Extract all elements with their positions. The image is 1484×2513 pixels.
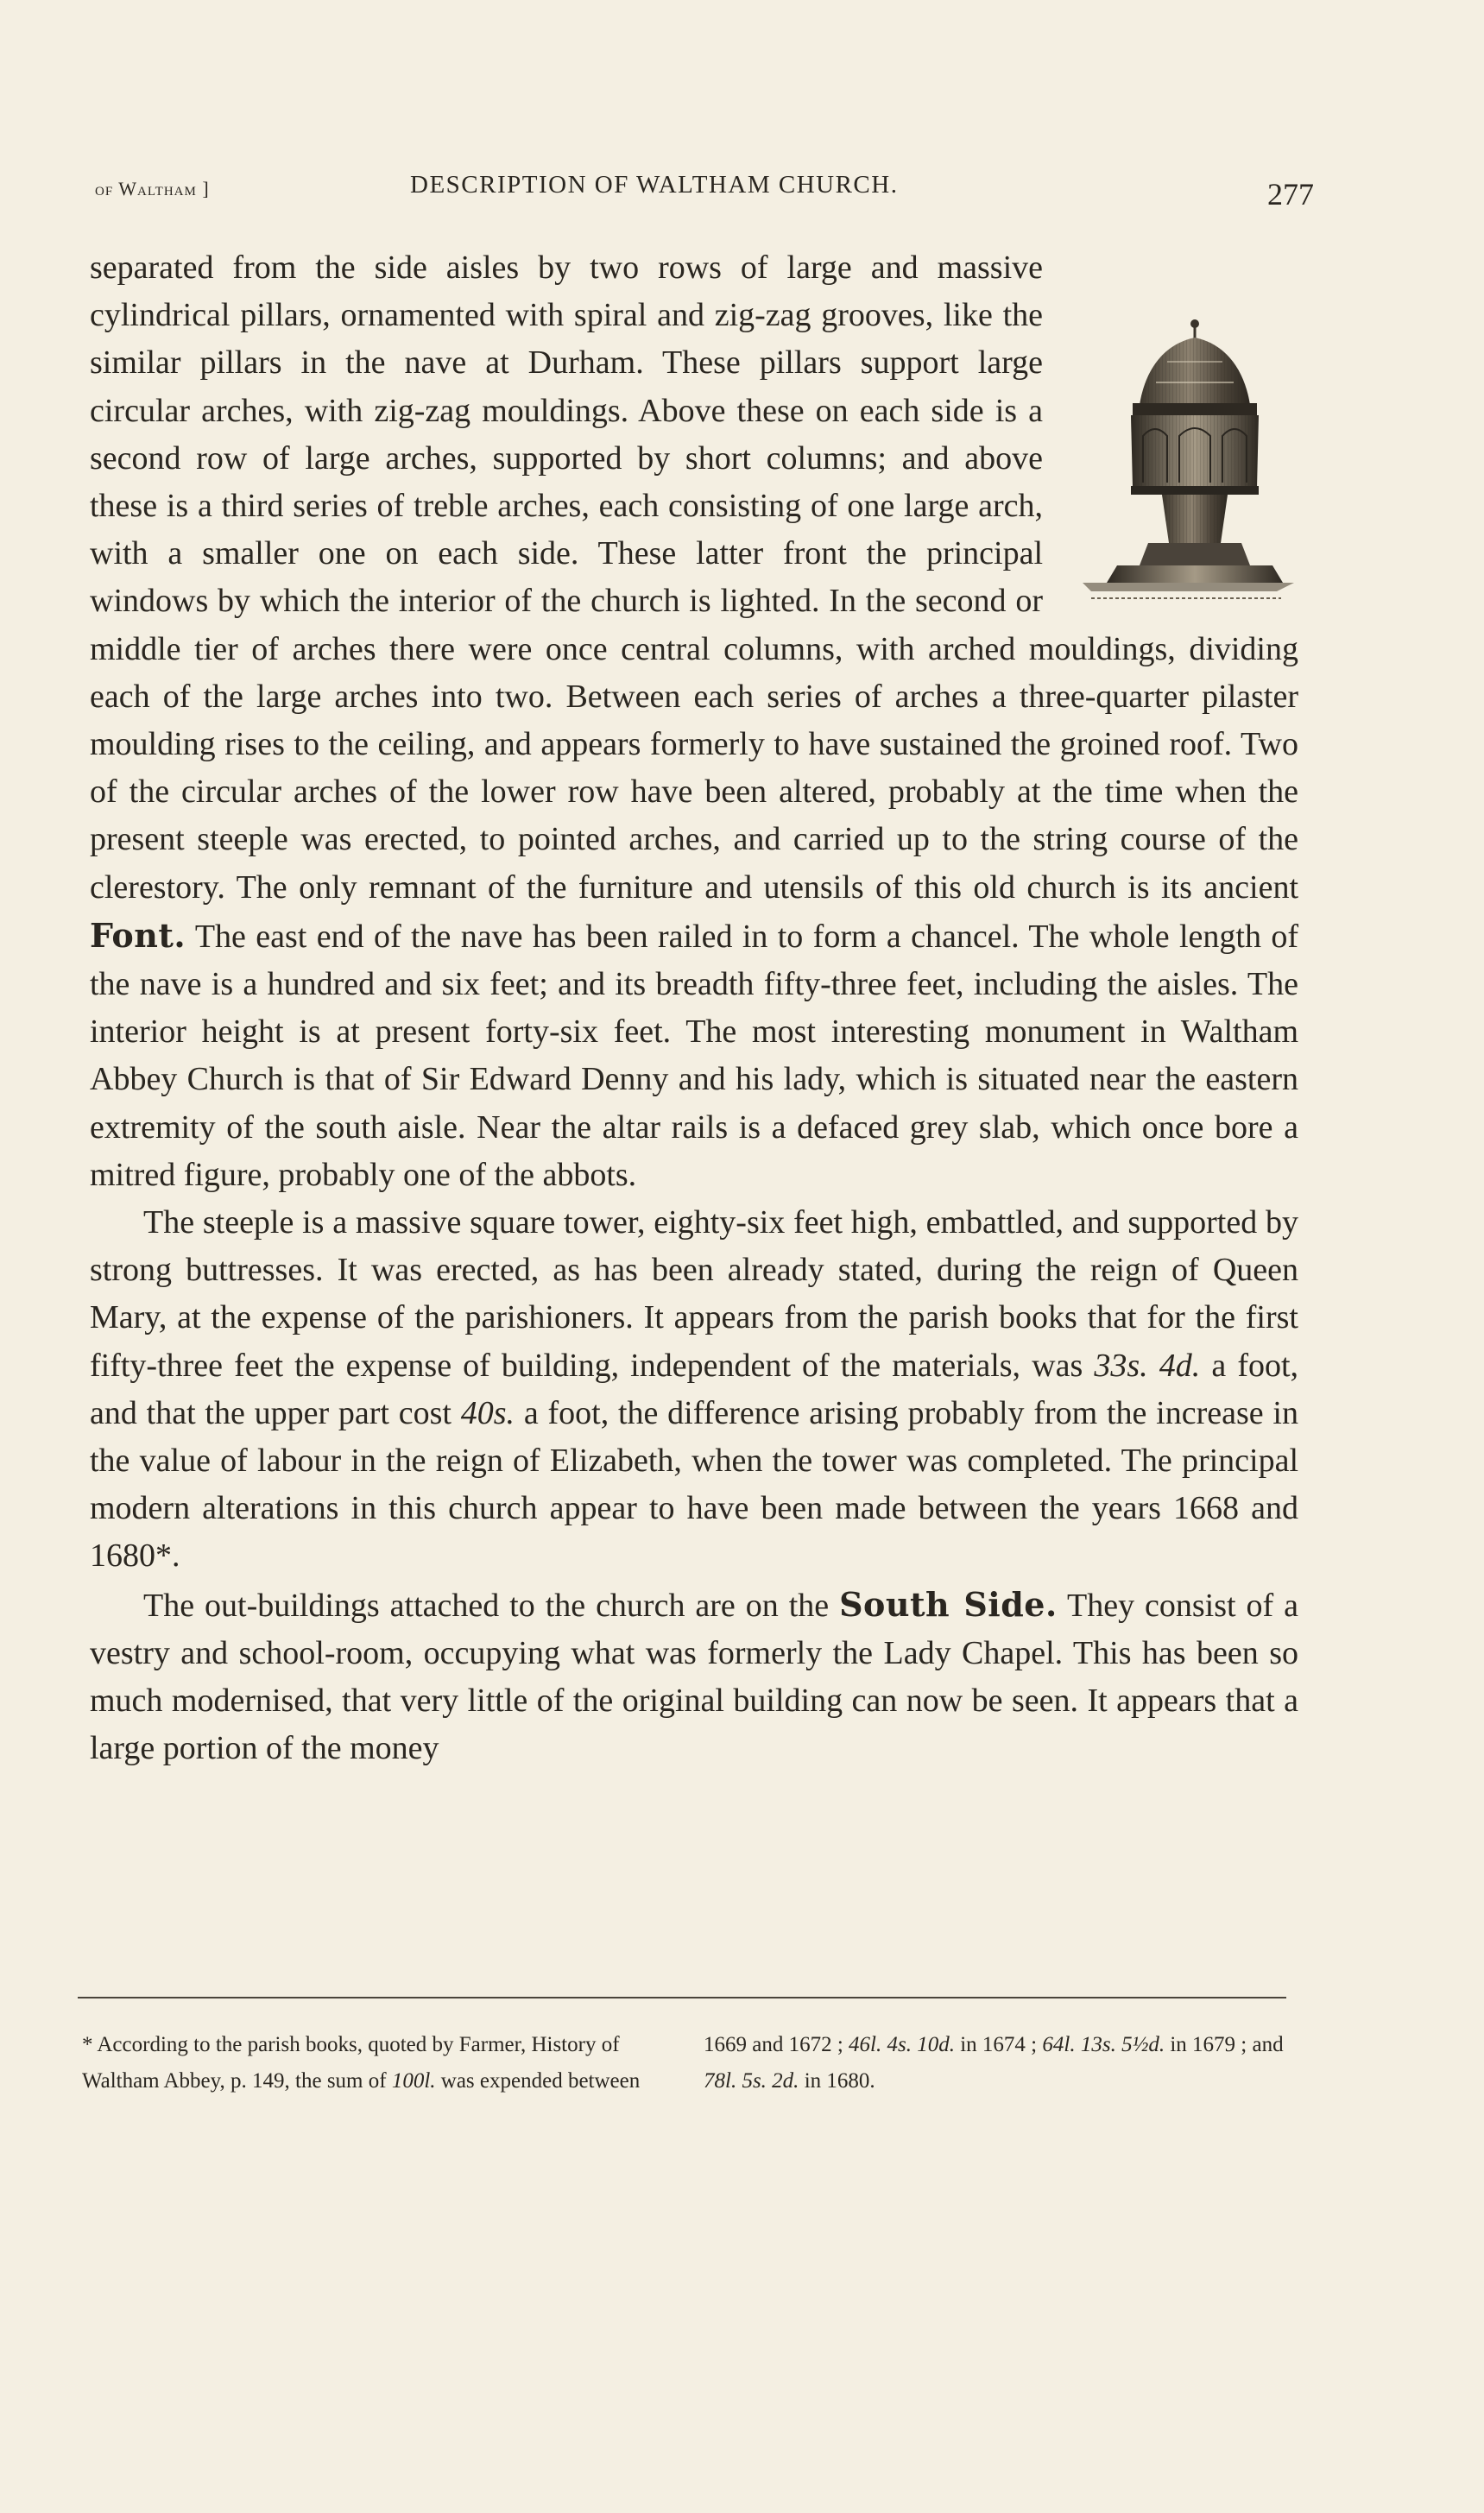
footnote-amount-78l: 78l. 5s. 2d.	[704, 2069, 799, 2093]
footnote-amount-64l: 64l. 13s. 5½d.	[1042, 2033, 1165, 2056]
amount-40s: 40s.	[460, 1394, 515, 1431]
footnote-amount-100l: 100l.	[391, 2069, 436, 2093]
paragraph-2-text: The steeple is a massive square tower, eighty-six feet high, embattled, and supported by strong buttresses. It was erected, as has been already stated, during the reign of Queen Mary, at the expense of the parishioners. It appears from the parish books that for the first fifty-three feet the expense of building, independent of the materials, was	[90, 1204, 1298, 1384]
body-text	[90, 244, 1298, 1773]
paragraph-1-text-cont: The east end of the nave has been railed in to form a chancel. The whole length of the nave is a hundred and six feet; and its breadth fifty-three feet, including the aisles. The interior height is at present forty-six feet. The most interesting monument in Waltham Abbey Church is that of Sir Edward Denny and his lady, which is situated near the eastern extremity of the south aisle. Near the altar rails is a defaced grey slab, which once bore a mitred figure, probably one of the abbots.	[90, 918, 1298, 1193]
running-head-title: DESCRIPTION OF WALTHAM CHURCH.	[410, 171, 899, 199]
footnote-text-d: in 1679 ; and	[1170, 2033, 1284, 2056]
footnote-text-a: According to the parish books, quoted by Farmer, History of Waltham Abbey, p. 149, the sum of	[82, 2033, 620, 2093]
running-head-left: of Waltham ]	[95, 178, 210, 199]
paragraph-1	[90, 244, 1298, 1199]
footnote-text-b: was expended between 1669 and 1672 ;	[440, 2033, 843, 2093]
baptismal-font-engraving-icon	[1065, 244, 1298, 614]
paragraph-3-end: They consist of a vestry and school-room, occupying what was formerly the Lady Chapel. This has been so much modernised, that very little of the original building can now be seen. It appears that a large portion of the money	[90, 1587, 1298, 1767]
paragraph-2-end: a foot, the difference arising probably from the increase in the value of labour in the reign of Elizabeth, when the tower was completed. The principal modern alterations in this church appear to have been made between the years 1668 and 1680*.	[90, 1394, 1298, 1575]
footnote-amount-46l: 46l. 4s. 10d.	[849, 2033, 955, 2056]
footnote-rule	[78, 1997, 1286, 1998]
font-word: Font.	[90, 915, 186, 955]
running-head	[95, 169, 1314, 212]
amount-33s: 33s.	[1094, 1347, 1148, 1384]
paragraph-1-text: separated from the side aisles by two rows of large and massive cylindrical pillars, ornamented with spiral and zig-zag grooves, like the similar pillars in the nave at Durham. These pillars support large circular arches, with zig-zag mouldings. Above these on each side is a second row of large arches, supported by short columns; and above these is a third series of treble arches, each consisting of one large arch, with a smaller one on each side. These latter front the principal windows by which the interior of the church is lighted. In the second or middle tier of arches there were once central columns, with arched mouldings, dividing each of the large arches into two. Between each series of arches a three-quarter pilaster moulding rises to the ceiling, and appears formerly to have sustained the groined roof. Two of the circular arches of the lower row have been altered, probably at the time when the present steeple was erected, to pointed arches, and carried up to the string course of the clerestory. The only remnant of the furniture and utensils of this old church is its ancient	[90, 249, 1298, 906]
paragraph-3	[90, 1581, 1298, 1773]
south-side: South Side.	[839, 1584, 1058, 1624]
page-number: 277	[1267, 177, 1314, 212]
footnote-text-e: in 1680.	[804, 2069, 875, 2093]
footnote-text-c: in 1674 ;	[960, 2033, 1038, 2056]
amount-4d: 4d.	[1159, 1347, 1201, 1384]
paragraph-2-mid: a foot, and that the upper part cost	[90, 1347, 1299, 1431]
footnote-marker: *	[82, 2033, 93, 2056]
paragraph-2	[90, 1199, 1298, 1581]
paragraph-3-text: The out-buildings attached to the church are on the	[143, 1587, 830, 1624]
footnote	[82, 2027, 1291, 2099]
